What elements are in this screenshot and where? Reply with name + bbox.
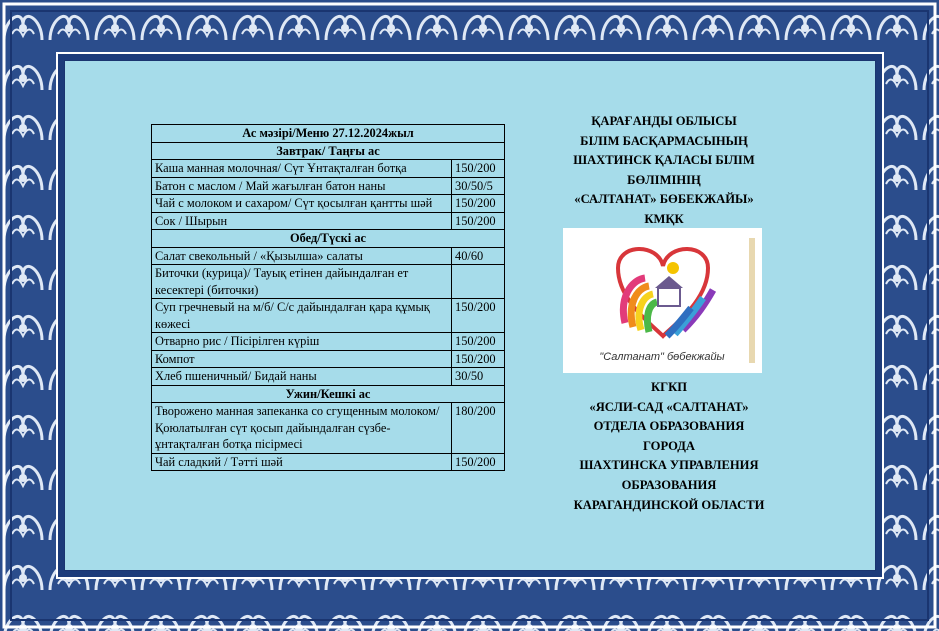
kindergarten-logo: [563, 228, 762, 373]
item-portion: 30/50/5: [452, 177, 505, 195]
menu-title: Ас мәзірі/Меню 27.12.2024жыл: [152, 125, 505, 143]
org-header-kz: [548, 112, 780, 230]
item-portion: 180/200: [452, 403, 505, 454]
org-kz-line: «САЛТАНАТ» БӨБЕКЖАЙЫ»: [574, 192, 754, 207]
item-portion: 150/200: [452, 333, 505, 351]
section-heading-breakfast: Завтрак/ Таңғы ас: [152, 142, 505, 160]
table-row: [152, 333, 505, 351]
table-row: [152, 195, 505, 213]
item-name: Компот: [152, 350, 452, 368]
item-portion: 40/60: [452, 247, 505, 265]
item-portion: 150/200: [452, 299, 505, 333]
item-name: Сок / Шырын: [152, 212, 452, 230]
section-heading-lunch: Обед/Түскі ас: [152, 230, 505, 248]
org-ru-line: ШАХТИНСКА УПРАВЛЕНИЯ: [579, 458, 759, 473]
org-kz-line: ШАХТИНСК ҚАЛАСЫ БІЛІМ: [573, 153, 755, 168]
org-kz-line: ҚАРАҒАНДЫ ОБЛЫСЫ: [591, 114, 737, 128]
table-row: [152, 299, 505, 333]
logo-graphic: [563, 228, 762, 373]
org-kz-line: БІЛІМ БАСҚАРМАСЫНЫҢ: [580, 133, 748, 148]
logo-caption: "Салтанат" бөбекжайы: [599, 351, 725, 363]
item-name: Чай сладкий / Тәтті шәй: [152, 453, 452, 471]
org-ru-line: ГОРОДА: [642, 438, 696, 453]
item-name: Твороженo манная запеканка со сгущенным молоком/ Қоюлатылған сүт қосып дайындалған сүзбе-ұнтақталған ботқа пісірмесі: [152, 403, 452, 454]
org-ru-line: ОБРАЗОВАНИЯ: [621, 477, 717, 492]
item-portion: [452, 265, 505, 299]
item-name: Суп гречневый на м/б/ С/с дайындалған қара құмық көжесі: [152, 299, 452, 333]
org-ru-line: «ЯСЛИ-САД «САЛТАНАТ»: [589, 399, 749, 414]
item-name: Отварно рис / Пісірілген күріш: [152, 333, 452, 351]
table-row: [152, 212, 505, 230]
menu-table: [151, 124, 505, 471]
org-ru-line: ОТДЕЛА ОБРАЗОВАНИЯ: [593, 419, 745, 434]
item-name: Батон с маслом / Май жағылған батон наны: [152, 177, 452, 195]
item-name: Чай с молоком и сахаром/ Сүт қосылған қантты шәй: [152, 195, 452, 213]
item-portion: 150/200: [452, 212, 505, 230]
org-ru-line: КГКП: [650, 380, 688, 394]
item-name: Хлеб пшеничный/ Бидай наны: [152, 368, 452, 386]
item-name: Каша манная молочная/ Сүт Ұнтақталған ботқа: [152, 160, 452, 178]
table-row: [152, 453, 505, 471]
item-portion: 150/200: [452, 160, 505, 178]
table-row: [152, 403, 505, 454]
org-header-ru: [548, 378, 790, 515]
org-kz-line: КМҚК: [644, 211, 684, 226]
table-row: [152, 247, 505, 265]
table-row: [152, 160, 505, 178]
table-row: [152, 265, 505, 299]
table-row: [152, 177, 505, 195]
section-heading-dinner: Ужин/Кешкі ас: [152, 385, 505, 403]
item-name: Салат свекольный / «Қызылша» салаты: [152, 247, 452, 265]
item-portion: 150/200: [452, 350, 505, 368]
table-row: [152, 350, 505, 368]
item-name: Биточки (курица)/ Тауық етінен дайындалған ет кесектері (биточки): [152, 265, 452, 299]
item-portion: 150/200: [452, 453, 505, 471]
item-portion: 150/200: [452, 195, 505, 213]
org-kz-line: БӨЛІМІНІҢ: [627, 172, 701, 187]
item-portion: 30/50: [452, 368, 505, 386]
org-ru-line: КАРАГАНДИНСКОЙ ОБЛАСТИ: [573, 497, 765, 512]
table-row: [152, 368, 505, 386]
